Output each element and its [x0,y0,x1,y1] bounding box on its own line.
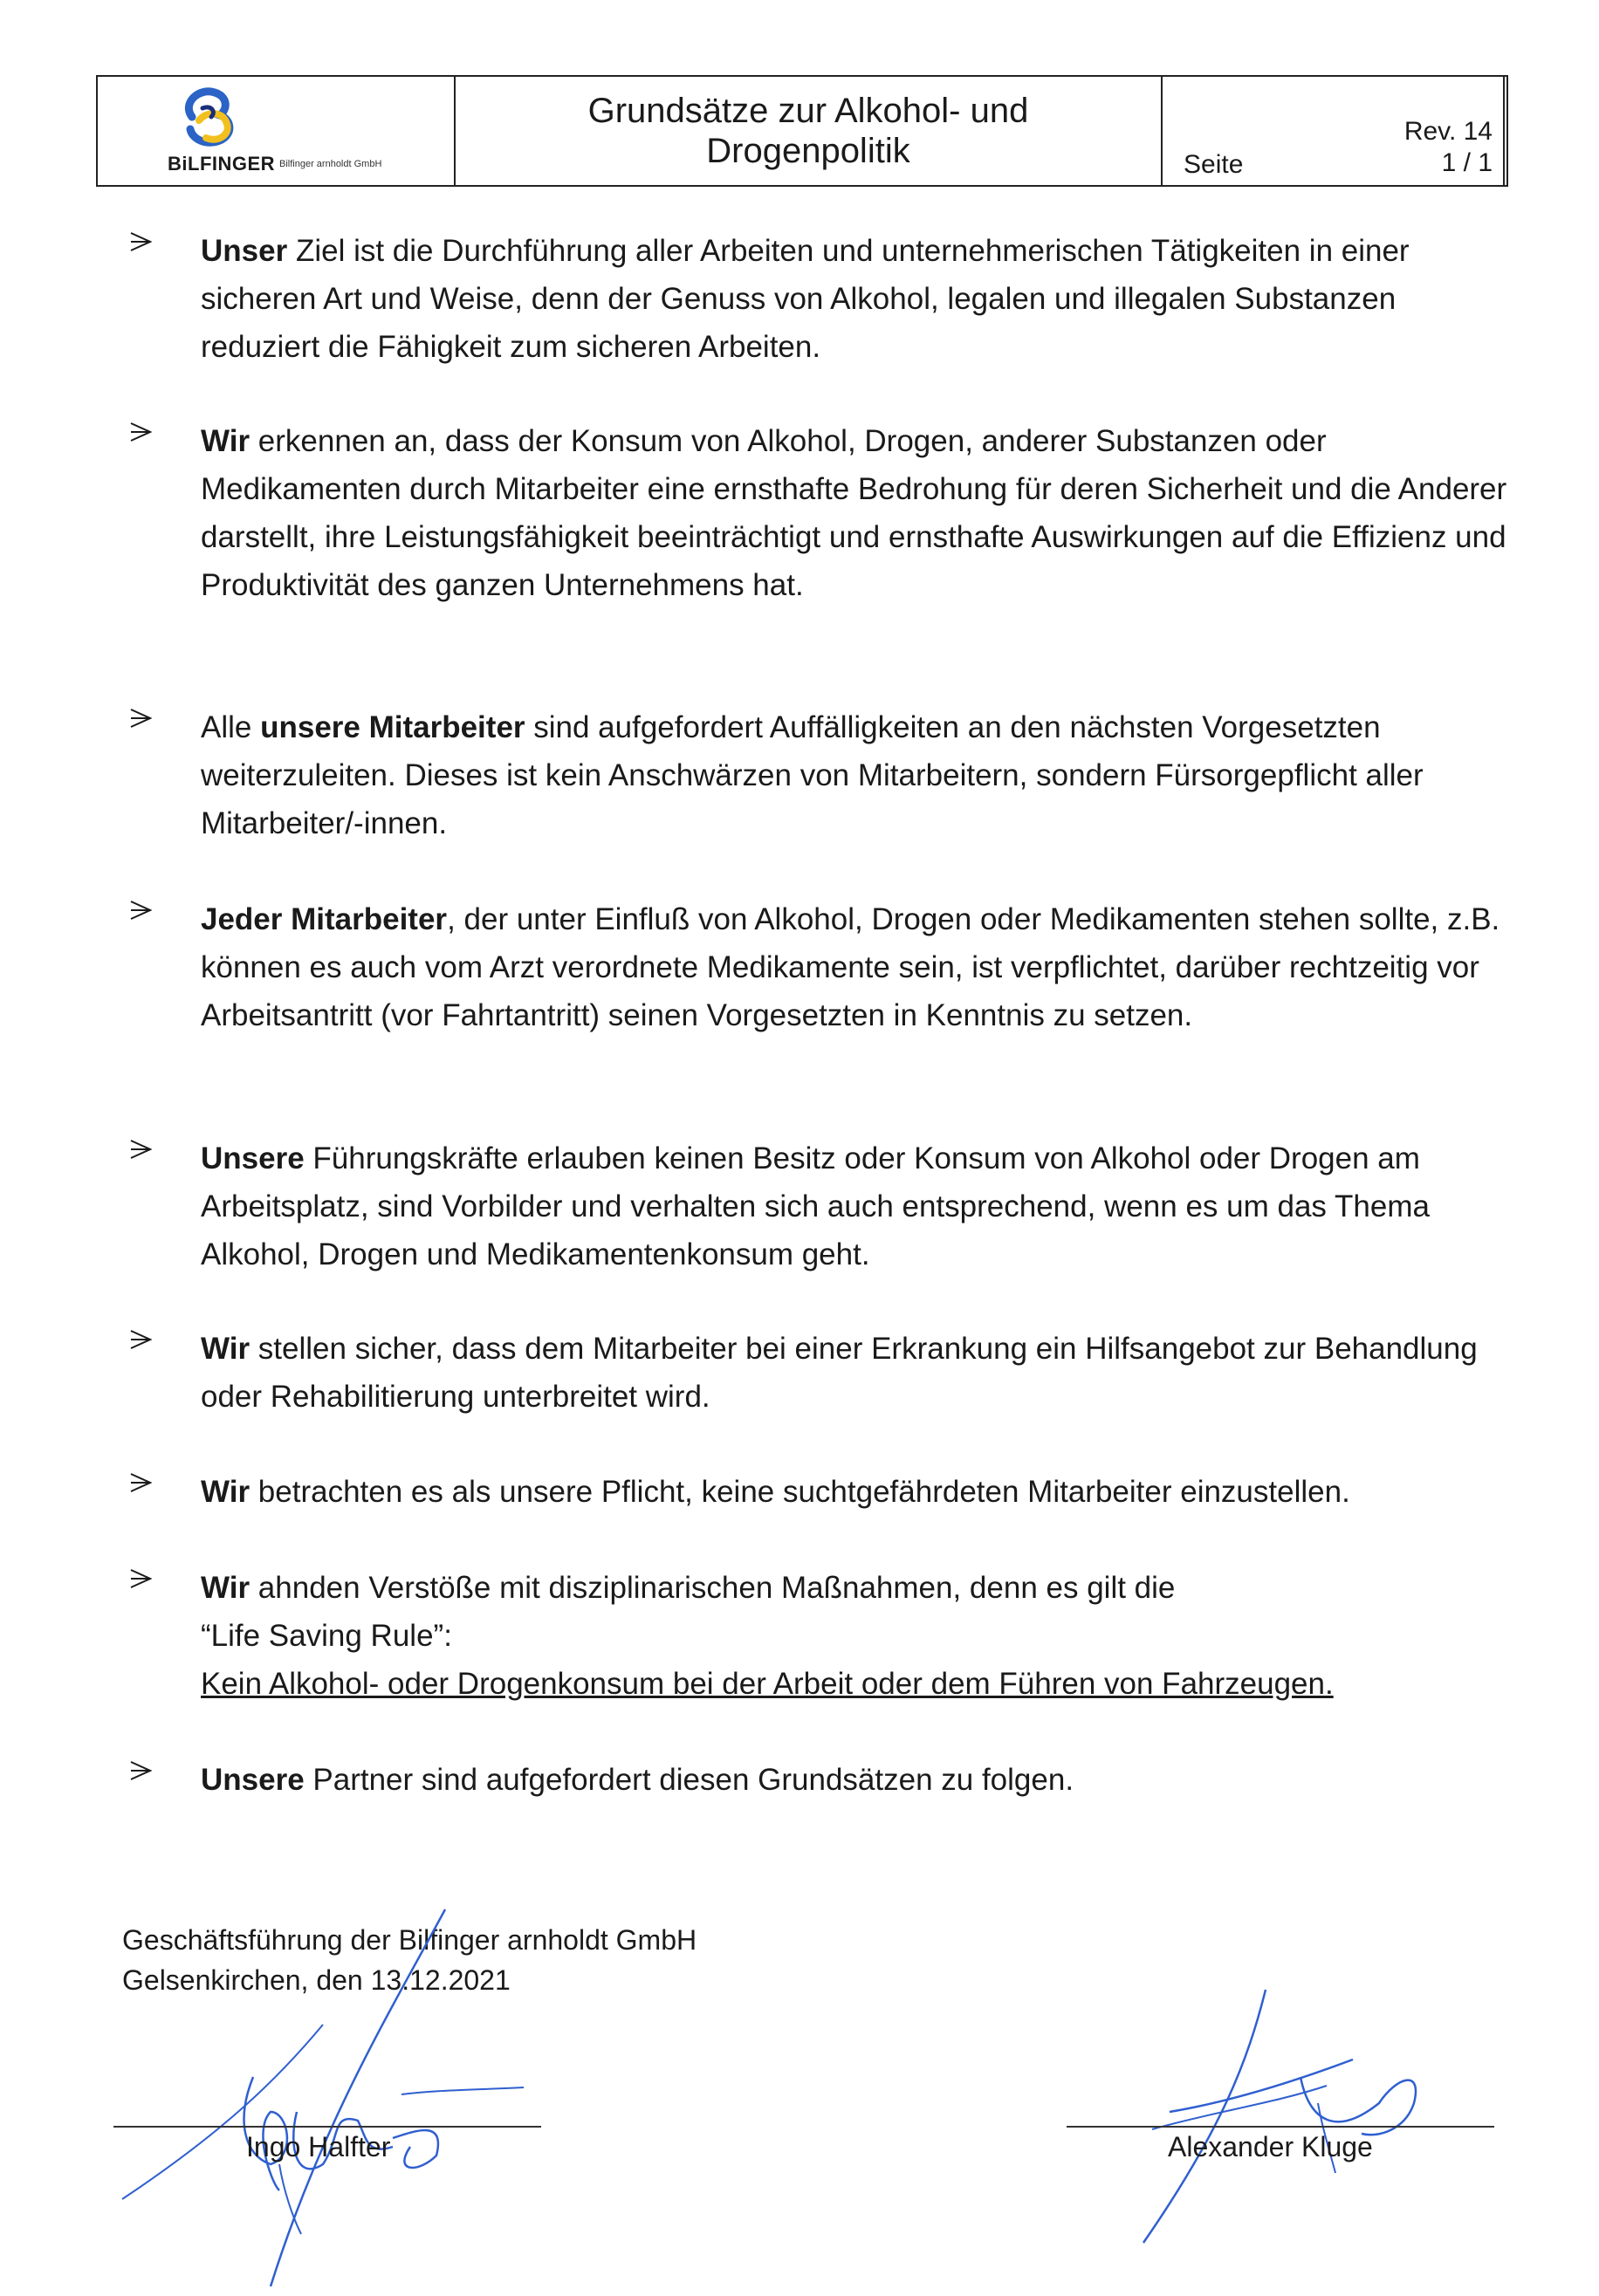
item-body: Partner sind aufgefordert diesen Grundsätzen zu folgen. [304,1763,1074,1797]
life-saving-rule-label: “Life Saving Rule”: [201,1619,452,1653]
signature-halfter-icon [105,1902,559,2295]
document-header [96,75,1508,187]
arrow-bullet-icon [129,1759,152,1782]
item-text [201,1564,1510,1708]
bilfinger-logo-icon [173,86,248,147]
item-text [201,1325,1510,1421]
revision-number: Rev. 14 [1403,117,1493,146]
item-text [201,895,1510,1039]
arrow-bullet-icon [129,899,152,922]
item-text [201,1468,1510,1516]
arrow-bullet-icon [129,230,152,253]
title-cell [456,77,1163,185]
arrow-bullet-icon [129,707,152,730]
signature-line-2 [1067,2126,1494,2128]
signature-line-1 [113,2126,541,2128]
item-lead: Wir [201,1475,250,1509]
item-body: stellen sicher, dass dem Mitarbeiter bei einer Erkrankung ein Hilfsangebot zur Behandlung oder Rehabilitierung unterbreitet wird. [201,1332,1478,1414]
item-body: betrachten es als unsere Pflicht, keine suchtgefährdeten Mitarbeiter einzustellen. [250,1475,1350,1509]
revision-cell [1163,77,1506,185]
item-lead: unsere Mitarbeiter [260,710,525,744]
item-pre: Alle [201,710,261,744]
signer-name-1: Ingo Halfter [246,2131,391,2162]
item-text [201,703,1510,847]
brand-subtitle: Bilfinger arnholdt GmbH [279,159,382,169]
logo-cell [98,77,456,185]
item-lead: Wir [201,424,250,458]
item-body: Ziel ist die Durchführung aller Arbeiten und unternehmerischen Tätigkeiten in einer sicheren Art und Weise, denn der Genuss von Alkohol, legalen und illegalen Substanzen reduziert die Fähigkeit zum sicheren Arbeiten. [201,234,1410,364]
item-lead: Wir [201,1571,250,1605]
arrow-bullet-icon [129,1471,152,1494]
item-body: , der unter Einfluß von Alkohol, Drogen oder Medikamenten stehen sollte, z.B. können es auch vom Arzt verordnete Medikamente sein, ist verpflichtet, darüber rechtzeitig vor Arbeitsantritt (vor Fahrtantritt) seinen Vorgesetzten in Kenntnis zu setzen. [201,902,1500,1032]
item-text [201,227,1510,371]
page-label: Seite [1184,150,1244,179]
item-lead: Unser [201,234,288,268]
document-title [588,91,1029,171]
item-text [201,1134,1510,1278]
page-label-cell [1163,77,1505,185]
arrow-bullet-icon [129,1328,152,1351]
title-line-1: Grundsätze zur Alkohol- und [587,92,1029,130]
item-body: Führungskräfte erlauben keinen Besitz oder Konsum von Alkohol oder Drogen am Arbeitsplatz, sind Vorbilder und verhalten sich auch entsprechend, wenn es um das Thema Alkohol, Drogen und Medikamentenkonsum geht. [201,1141,1430,1271]
place-date-line: Gelsenkirchen, den 13.12.2021 [122,1964,511,1996]
item-body: sind aufgefordert Auffälligkeiten an den nächsten Vorgesetzten weiterzuleiten. Dieses ist kein Anschwärzen von Mitarbeitern, sondern Fürsorgepflicht aller Mitarbeiter/-innen. [201,710,1424,840]
page-count: 1 / 1 [1441,148,1493,177]
arrow-bullet-icon [129,421,152,443]
signer-name-2: Alexander Kluge [1168,2131,1373,2162]
life-saving-rule-text: Kein Alkohol- oder Drogenkonsum bei der Arbeit oder dem Führen von Fahrzeugen. [201,1667,1334,1701]
signature-kluge-icon [1135,1981,1466,2260]
brand-name: BiLFINGER [168,153,276,175]
arrow-bullet-icon [129,1138,152,1161]
item-lead: Wir [201,1332,250,1366]
arrow-bullet-icon [129,1567,152,1590]
item-body: ahnden Verstöße mit disziplinarischen Maßnahmen, denn es gilt die [250,1571,1176,1605]
item-lead: Unsere [201,1141,305,1175]
title-line-2: Drogenpolitik [706,132,910,170]
item-text [201,417,1510,609]
item-body: erkennen an, dass der Konsum von Alkohol, Drogen, anderer Substanzen oder Medikamenten durch Mitarbeiter eine ernsthafte Bedrohung für deren Sicherheit und die Anderer darstellt, ihre Leistungsfähigkeit beeinträchtigt und ernsthafte Auswirkungen auf die Effizienz und Produktivität des ganzen Unternehmens hat. [201,424,1507,602]
management-line: Geschäftsführung der Bilfinger arnholdt GmbH [122,1924,697,1956]
revision-spacer [1505,77,1506,185]
item-lead: Unsere [201,1763,305,1797]
item-lead: Jeder Mitarbeiter [201,902,448,936]
item-text [201,1756,1510,1804]
